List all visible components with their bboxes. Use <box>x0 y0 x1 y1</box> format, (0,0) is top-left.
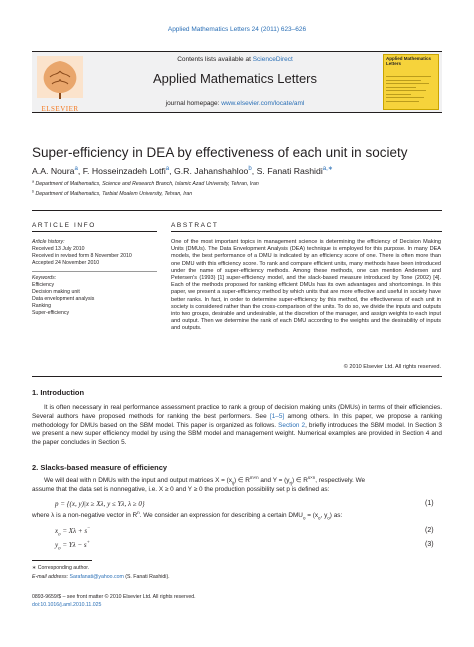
intro-text: It is often necessary in real performance assessment practice to rank a group of decision making units (DMUs) in terms of their efficiencies. Several authors have proposed methods for ranking the best performers. See <box>32 404 442 420</box>
abstract-heading: ABSTRACT <box>171 222 219 229</box>
affiliation-sup: b <box>32 189 35 194</box>
affiliation-b <box>32 191 192 197</box>
cover-title: Applied Mathematics Letters <box>386 56 432 66</box>
keywords-label: Keywords: <box>32 275 57 281</box>
body-text: We will deal with n DMUs with the input and output matrices X = (x <box>44 477 232 484</box>
equation-3-number: (3) <box>425 541 434 548</box>
body-text: = (x <box>305 512 319 519</box>
body-text: , y <box>320 512 328 519</box>
homepage-line <box>120 100 350 107</box>
history-label: Article history: <box>32 239 65 245</box>
section-2-link[interactable]: Section 2 <box>278 421 306 429</box>
affiliation-marker[interactable]: a <box>165 165 170 173</box>
equation-2: $x_o = X\lambda + s^-$ <box>55 526 91 538</box>
body-text: , respectively. We <box>315 477 366 484</box>
section-2-heading: 2. Slacks-based measure of efficiency <box>32 463 168 472</box>
affiliation-text: Department of Mathematics, Tarbiat Moalem University, Tehran, Iran <box>35 191 193 197</box>
equation-1: p = {(x, y)|x ≥ Xλ, y ≤ Yλ, λ ≥ 0} <box>55 500 145 508</box>
body-text: ) ∈ R <box>233 477 250 484</box>
divider <box>32 271 157 272</box>
corresponding-author-note <box>32 565 89 571</box>
section-2-para-1: We will deal with n DMUs with the input and output matrices $X = (x_{ij})$ ∈ $R^{m\times n}$ and $Y = (y_{rj})$ ∈ $R^{s\times n}$, respectively. We <box>44 474 366 486</box>
contents-prefix: Contents lists available at <box>177 56 253 63</box>
sciencedirect-link[interactable]: ScienceDirect <box>252 56 293 63</box>
divider <box>32 210 442 211</box>
affiliation-marker[interactable]: a,∗ <box>322 165 333 173</box>
cover-text-lines <box>386 76 436 104</box>
section-1-heading: 1. Introduction <box>32 388 85 397</box>
keyword: Ranking <box>32 303 52 309</box>
date-accepted: Accepted 24 November 2010 <box>32 260 100 266</box>
footnote-text: Corresponding author. <box>37 565 90 571</box>
author-name[interactable]: , F. Hosseinzadeh Lotfi <box>77 166 166 176</box>
affiliation-sup: a <box>32 179 35 184</box>
paper-title: Super-efficiency in DEA by effectiveness of each unit in society <box>32 145 408 160</box>
body-text: ) as: <box>329 512 343 519</box>
author-name[interactable]: , S. Fanati Rashidi <box>251 166 323 176</box>
divider <box>32 231 157 232</box>
affiliation-marker[interactable]: a <box>74 165 78 173</box>
contents-line <box>120 56 350 63</box>
body-text: and Y = (y <box>258 477 290 484</box>
body-text: ) ∈ R <box>292 477 308 484</box>
body-text: where λ is a non-negative vector in R <box>32 512 138 519</box>
intro-text: among others. In this paper, we propose a ranking methodology for DMUs based on the SBM model. This paper is organized as follows. <box>32 412 442 429</box>
homepage-prefix: journal homepage: <box>165 100 222 107</box>
journal-homepage-link[interactable]: www.elsevier.com/locate/aml <box>221 100 305 107</box>
doi-link[interactable]: doi:10.1016/j.aml.2010.11.025 <box>32 602 102 608</box>
date-received: Received 13 July 2010 <box>32 246 85 252</box>
affiliation-marker[interactable]: b <box>248 165 252 173</box>
abstract-copyright: © 2010 Elsevier Ltd. All rights reserved. <box>343 364 441 370</box>
email-suffix: (S. Fanati Rashidi). <box>123 574 170 580</box>
keyword: Data envelopment analysis <box>32 296 95 302</box>
section-1-body <box>32 404 442 448</box>
running-head[interactable]: Applied Mathematics Letters 24 (2011) 623–626 <box>167 26 307 33</box>
eq-rhs: = Yλ − s <box>60 541 87 549</box>
equation-2-number: (2) <box>425 527 434 534</box>
date-revised: Received in revised form 8 November 2010 <box>32 253 132 259</box>
keyword: Efficiency <box>32 282 55 288</box>
eq-lhs: y <box>55 541 59 549</box>
equation-3: $y_o = Y\lambda - s^+$ <box>55 540 90 552</box>
body-text: . We consider an expression for describing a certain DMU <box>139 512 303 519</box>
equation-1-number: (1) <box>425 500 434 507</box>
keyword: Decision making unit <box>32 289 80 295</box>
email-link[interactable]: Sarafanati@yahoo.com <box>69 574 124 580</box>
intro-text: , briefly introduces the SBM model. In Section 3 we present a new super efficiency model by using the SBM model and management weight. Numerical examples are provided in Section 4 and the paper concludes in Section 5. <box>32 421 442 447</box>
author-list <box>32 166 333 176</box>
citation-link[interactable]: [1–5] <box>269 412 285 420</box>
elsevier-tree-logo <box>34 53 86 109</box>
keyword: Super-efficiency <box>32 310 70 316</box>
publisher-wordmark: ELSEVIER <box>41 105 79 113</box>
author-name[interactable]: A.A. Noura <box>32 166 75 176</box>
affiliation-text: Department of Mathematics, Science and Research Branch, Islamic Azad University, Tehran, Iran <box>35 181 259 187</box>
divider <box>32 376 442 377</box>
email-note <box>32 574 170 580</box>
journal-title: Applied Mathematics Letters <box>152 71 318 86</box>
issn-line: 0893-9659/$ – see front matter © 2010 Elsevier Ltd. All rights reserved. <box>32 594 196 600</box>
asterisk: ∗ <box>32 565 38 571</box>
eq-rhs: = Xλ + s <box>60 527 88 535</box>
article-info-heading: ARTICLE INFO <box>32 222 96 229</box>
section-2-para-3: where λ is a non-negative vector in $R^n$. We consider an expression for describing a certain $DMU_o = (x_o$, $y_o$) as: <box>32 509 343 521</box>
abstract-body: One of the most important topics in management science is determining the efficiency of Decision Making Units (DMUs). The Data Envelopment Analysis (DEA) technique is employed for this purpose. In many DEA models, the best performance of a DMU is indicated by an efficiency score of one. There is often more than one DMU with this efficiency score. To rank and compare efficient units, many methods have been introduced under the name of super-efficiency methods. Among these methods, one can mention Andersen and Petersen's (1993) [1] super-efficiency model, and the slack-based measure introduced by Tone (2002) [4]. Each of the methods proposed for ranking efficient DMUs has its own advantages and shortcomings. In this paper, we present a super-efficiency method by which units that are more effective and useful in society have better ranks. In fact, in order to determine super-efficiency by this method, the effectiveness of each unit in society is considered rather than the cross-comparison of the units. To do so, we divide the inputs and outputs into two groups, desirable and undesirable, at the discretion of the manager, and assign weights to each input and output. Then we determine the rank of each DMU according to the weights and the desirability of inputs and outputs. <box>171 239 441 332</box>
author-name[interactable]: , G.R. Jahanshahloo <box>169 166 249 176</box>
eq-lhs: x <box>55 527 59 535</box>
section-2-para-2: assume that the data set is nonnegative, i.e. X ≥ 0 and Y ≥ 0 the production possibility set p is defined as: <box>32 486 330 493</box>
footnote-rule <box>32 560 92 561</box>
divider <box>171 231 442 232</box>
email-label: E-mail address: <box>32 574 70 580</box>
affiliation-a <box>32 181 259 187</box>
